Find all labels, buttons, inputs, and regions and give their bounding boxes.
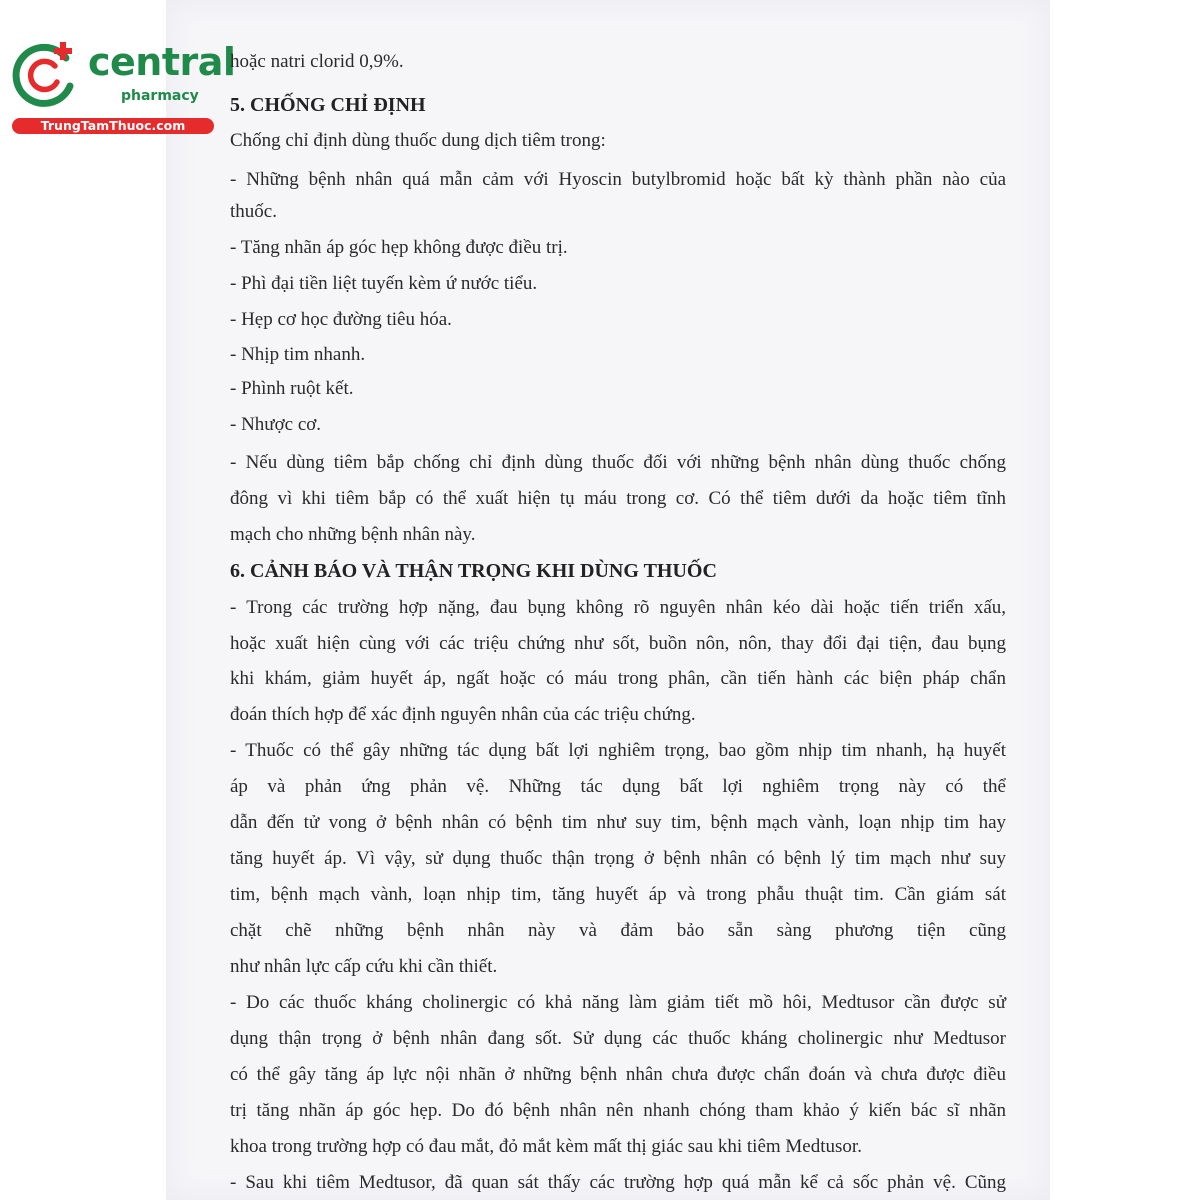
text-line: dụng thận trọng ở bệnh nhân đang sốt. Sử dụng các thuốc kháng cholinergic như Medtusor xyxy=(230,1028,1006,1049)
text-line: - Những bệnh nhân quá mẫn cảm với Hyoscin butylbromid hoặc bất kỳ thành phần nào của xyxy=(230,169,1006,190)
text-line: - Do các thuốc kháng cholinergic có khả năng làm giảm tiết mồ hôi, Medtusor cần được sử xyxy=(230,992,1006,1013)
text-line: mạch cho những bệnh nhân này. xyxy=(230,524,476,545)
central-pharmacy-logo xyxy=(8,36,236,136)
text-line: khi khám, giảm huyết áp, ngất hoặc có máu trong phân, cần tiến hành các biện pháp chẩn xyxy=(230,668,1006,689)
logo-subtitle: pharmacy xyxy=(121,88,199,104)
text-line: dẫn đến tử vong ở bệnh nhân có bệnh tim như suy tim, bệnh mạch vành, loạn nhịp tim hay xyxy=(230,812,1006,833)
text-line: - Phì đại tiền liệt tuyến kèm ứ nước tiểu. xyxy=(230,273,538,294)
text-line: - Phình ruột kết. xyxy=(230,378,354,399)
text-line: áp và phản ứng phản vệ. Những tác dụng bất lợi nghiêm trọng này có thể xyxy=(230,776,1006,797)
text-line: đoán thích hợp để xác định nguyên nhân của các triệu chứng. xyxy=(230,704,696,725)
text-line: trị tăng nhãn áp góc hẹp. Do đó bệnh nhân nên nhanh chóng tham khảo ý kiến bác sĩ nhãn xyxy=(230,1100,1006,1121)
text-line: - Thuốc có thể gây những tác dụng bất lợi nghiêm trọng, bao gồm nhịp tim nhanh, hạ huyết xyxy=(230,740,1006,761)
text-line: có thể gây tăng áp lực nội nhãn ở những bệnh nhân chưa được chẩn đoán và chưa được điều xyxy=(230,1064,1006,1085)
text-line: tăng huyết áp. Vì vậy, sử dụng thuốc thận trọng ở bệnh nhân có bệnh lý tim mạch như suy xyxy=(230,848,1006,869)
text-line: tim, bệnh mạch vành, loạn nhịp tim, tăng huyết áp và trong phẫu thuật tim. Cần giám sát xyxy=(230,884,1006,905)
text-line: - Tăng nhãn áp góc hẹp không được điều trị. xyxy=(230,237,568,258)
text-line: đông vì khi tiêm bắp có thể xuất hiện tụ máu trong cơ. Có thể tiêm dưới da hoặc tiêm tĩnh xyxy=(230,488,1006,509)
logo-website: TrungTamThuoc.com xyxy=(12,118,214,134)
text-line: - Nhịp tim nhanh. xyxy=(230,344,366,365)
text-line: chặt chẽ những bệnh nhân này và đảm bảo sẵn sàng phương tiện cũng xyxy=(230,920,1006,941)
text-line: - Nhược cơ. xyxy=(230,414,322,435)
text-line: khoa trong trường hợp có đau mắt, đỏ mắt kèm mất thị giác sau khi tiêm Medtusor. xyxy=(230,1136,862,1157)
text-line: - Trong các trường hợp nặng, đau bụng không rõ nguyên nhân kéo dài hoặc tiến triển xấu, xyxy=(230,597,1006,618)
text-line: Chống chỉ định dùng thuốc dung dịch tiêm trong: xyxy=(230,130,606,151)
text-line: - Nếu dùng tiêm bắp chống chỉ định dùng thuốc đối với những bệnh nhân dùng thuốc chống xyxy=(230,452,1006,473)
section-heading-warnings: 6. CẢNH BÁO VÀ THẬN TRỌNG KHI DÙNG THUỐC xyxy=(230,560,717,582)
section-heading-contraindications: 5. CHỐNG CHỈ ĐỊNH xyxy=(230,94,426,116)
text-line: thuốc. xyxy=(230,201,277,222)
text-line: như nhân lực cấp cứu khi cần thiết. xyxy=(230,956,498,977)
text-line: hoặc xuất hiện cùng với các triệu chứng như sốt, buồn nôn, nôn, thay đổi đại tiện, đau bụng xyxy=(230,633,1006,654)
central-logo-icon xyxy=(8,36,88,108)
text-line: - Hẹp cơ học đường tiêu hóa. xyxy=(230,309,452,330)
text-line: - Sau khi tiêm Medtusor, đã quan sát thấy các trường hợp quá mẫn kể cả sốc phản vệ. Cũng xyxy=(230,1172,1006,1193)
text-line: hoặc natri clorid 0,9%. xyxy=(230,51,404,72)
logo-brand-name: central xyxy=(88,40,236,84)
